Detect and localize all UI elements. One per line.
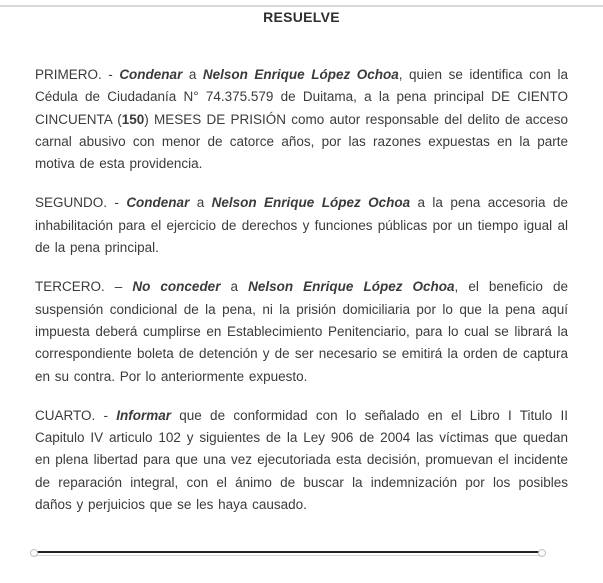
paragraph-ordinal: SEGUNDO. -: [35, 195, 127, 211]
document-body: [35, 64, 568, 533]
verb-condenar: Condenar: [119, 67, 183, 82]
connector-text: a: [220, 279, 249, 295]
resize-handle-left[interactable]: [30, 549, 38, 557]
document-title: RESUELVE: [263, 9, 340, 25]
body-text: a la pena accesoria de inhabilitación para el ejercicio de derechos y funciones públicas por un tiempo igual al de la pena principal.: [35, 195, 568, 256]
connector-text: a: [189, 195, 212, 211]
body-text: , el beneficio de suspensión condicional de la pena, ni la prisión domiciliaria por lo que la pena aquí impuesta deberá cumplirse en Establecimiento Penitenciario, para lo cual se librará la correspondiente boleta de detención y de ser necesario se emitirá la orden de captura en su contra. Por lo anteriormente expuesto.: [35, 279, 568, 384]
connector-text: a: [182, 67, 203, 82]
body-text: que de conformidad con lo señalado en el Libro I Titulo II Capitulo IV articulo 102 y siguientes de la Ley 906 de 2004 las víctimas que quedan en plena libertad para que una vez ejecutoriada esta decisión, promuevan el incidente de reparación integral, con el ánimo de buscar la indemnización por los posibles daños y perjuicios que se les haya causado.: [35, 407, 568, 513]
verb-no-conceder: No conceder: [132, 279, 221, 295]
body-text: ) MESES DE PRISIÓN como autor responsable del delito de acceso carnal abusivo con menor de catorce años, por las razones expuestas en la parte motiva de esta providencia.: [35, 111, 568, 172]
paragraph-segundo: [35, 192, 568, 259]
paragraph-ordinal: PRIMERO. -: [35, 67, 120, 82]
paragraph-primero: [35, 64, 568, 175]
paragraph-tercero: [35, 276, 568, 387]
defendant-name: Nelson Enrique López Ochoa: [211, 195, 411, 211]
defendant-name: Nelson Enrique López Ochoa: [202, 67, 399, 82]
resize-handle-right[interactable]: [538, 549, 546, 557]
horizontal-rule-selected[interactable]: [30, 548, 546, 560]
paragraph-cuarto: [35, 405, 568, 516]
body-text: , quien se identifica con la Cédula de Ciudadanía N° 74.375.579 de Duitama, a la pena principal DE CIENTO CINCUENTA (: [35, 67, 568, 127]
horizontal-rule[interactable]: [37, 551, 539, 553]
defendant-name: Nelson Enrique López Ochoa: [248, 279, 455, 295]
verb-condenar: Condenar: [126, 195, 190, 211]
page-top-divider: [0, 5, 603, 7]
paragraph-ordinal: CUARTO. -: [35, 407, 117, 423]
sentence-months-number: 150: [121, 111, 145, 127]
paragraph-ordinal: TERCERO. –: [35, 279, 133, 295]
verb-informar: Informar: [116, 407, 172, 423]
